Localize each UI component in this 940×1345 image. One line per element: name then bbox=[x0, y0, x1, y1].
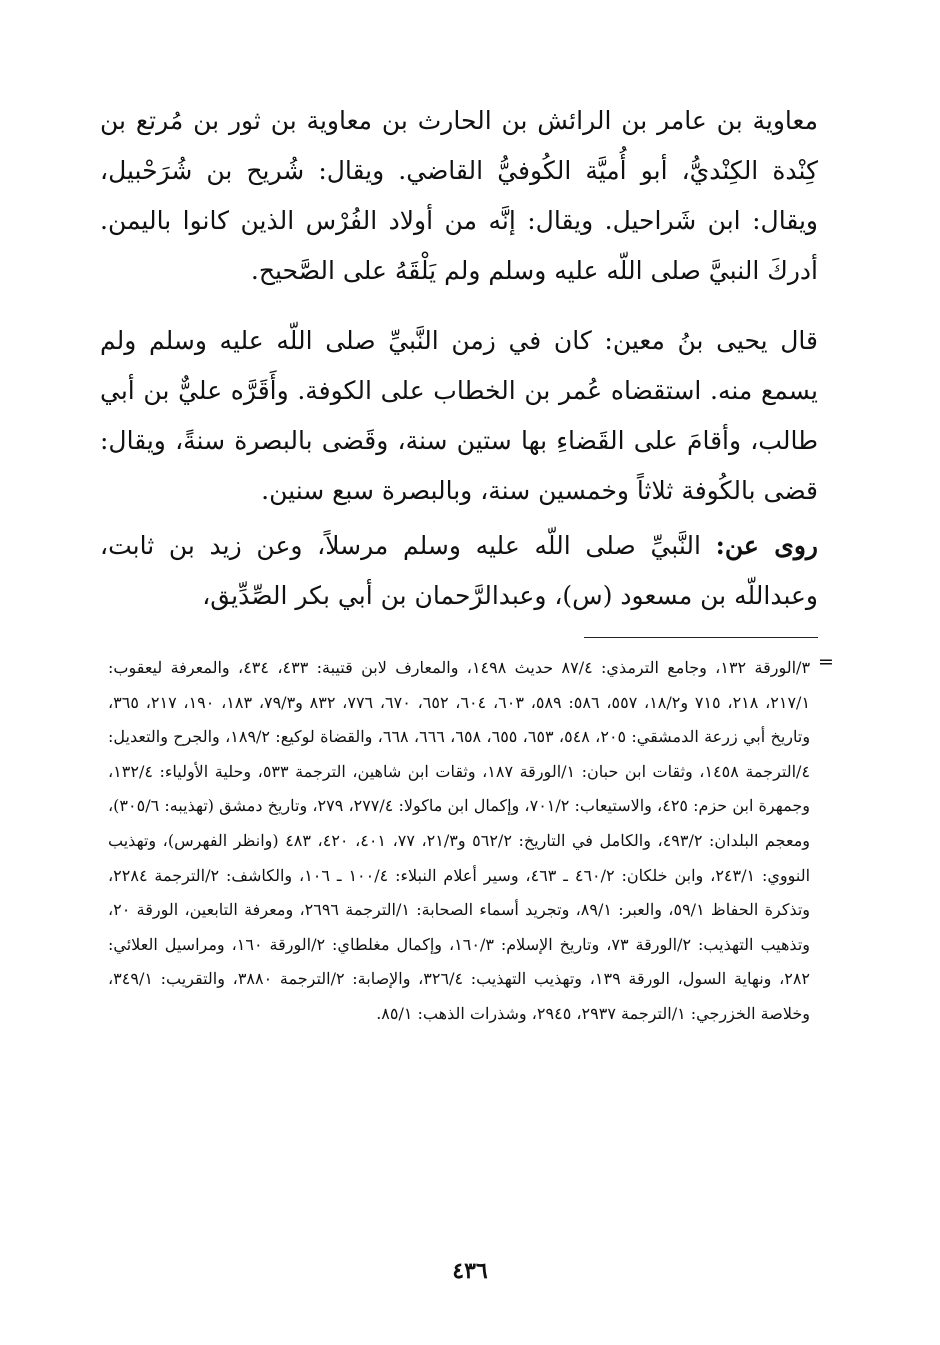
paragraph-lead-heading: روى عن: bbox=[715, 531, 819, 560]
body-paragraph: قال يحيى بنُ معين: كان في زمن النَّبيِّ صلى اللّه عليه وسلم ولم يسمع منه. استقضاه عُمر بن الخطاب على الكوفة. وأَقَرَّه عليٌّ بن أبي طالب، وأقامَ على القَضاءِ بها ستين سنة، وقَضى بالبصرة سنةً، ويقال: قضى بالكُوفة ثلاثاً وخمسين سنة، وبالبصرة سبع سنين. bbox=[100, 326, 818, 505]
page-number: ٤٣٦ bbox=[452, 1258, 488, 1284]
footnote-text: ٣/الورقة ١٣٢، وجامع الترمذي: ٨٧/٤ حديث ١٤٩٨، والمعارف لابن قتيبة: ٤٣٣، ٤٣٤، والمعرفة ليعقوب: ٢١٧/١، ٢١٨، ٧١٥ و١٨/٢، ٥٥٧، ٥٨٦: ٥٨٩، ٦٠٣، ٦٠٤، ٦٥٢، ٦٧٠، ٧٧٦، ٨٣٢ و٧٩/٣، ١٨٣، ١٩٠، ٢١٧، ٣٦٥، وتاريخ أبي زرعة الدمشقي: ٢٠٥، ٥٤٨، ٦٥٣، ٦٥٥، ٦٥٨، ٦٦٦، ٦٦٨، والقضاة لوكيع: ١٨٩/٢، والجرح والتعديل: ٤/الترجمة ١٤٥٨، وثقات ابن حبان: ١/الورقة ١٨٧، وثقات ابن شاهين، الترجمة ٥٣٣، وحلية الأولياء: ١٣٢/٤، وجمهرة ابن حزم: ٤٢٥، والاستيعاب: ٧٠١/٢، وإكمال ابن ماكولا: ٢٧٧/٤، ٢٧٩، وتاريخ دمشق (تهذيبه: ٣٠٥/٦)، ومعجم البلدان: ٤٩٣/٢، والكامل في التاريخ: ٥٦٢/٢ و٢١/٣، ٧٧، ٤٠١، ٤٢٠، ٤٨٣ (وانظر الفهرس)، وتهذيب النووي: ٢٤٣/١، وابن خلكان: ٤٦٠/٢ ـ ٤٦٣، وسير أعلام النبلاء: ١٠٠/٤ ـ ١٠٦، والكاشف: ٢/الترجمة ٢٢٨٤، وتذكرة الحفاظ ٥٩/١، والعبر: ٨٩/١، وتجريد أسماء الصحابة: ١/الترجمة ٢٦٩٦، ومعرفة التابعين، الورقة ٢٠، وتذهيب التهذيب: ٢/الورقة ٧٣، وتاريخ الإسلام: ١٦٠/٣، وإكمال مغلطاي: ٢/الورقة ١٦٠، ومراسيل العلائي: ٢٨٢، ونهاية السول، الورقة ١٣٩، وتهذيب التهذيب: ٣٢٦/٤، والإصابة: ٢/الترجمة ٣٨٨٠، والتقريب: ٣٤٩/١، وخلاصة الخزرجي: ١/الترجمة ٢٩٣٧، ٢٩٤٥، وشذرات الذهب: ٨٥/١. bbox=[108, 658, 811, 1023]
footnote-divider bbox=[584, 637, 818, 638]
body-paragraph: معاوية بن عامر بن الرائش بن الحارث بن معاوية بن ثور بن مُرتع بن كِنْدة الكِنْديُّ، أبو أُميَّة الكُوفيُّ القاضي. ويقال: شُريح بن شُرَحْبيل، ويقال: ابن شَراحيل. ويقال: إنَّه من أولاد الفُرْس الذين كانوا باليمن. أدركَ النبيَّ صلى اللّه عليه وسلم ولم يَلْقَهُ على الصَّحيح. bbox=[100, 106, 818, 285]
footnote-continuation-mark: = bbox=[818, 651, 834, 673]
paragraph-text: النَّبيِّ صلى اللّه عليه وسلم مرسلاً، وعن زيد بن ثابت، وعبداللّه بن مسعود (س)، وعبدالرَّحمان بن أبي بكر الصِّدِّيق، bbox=[100, 531, 818, 610]
body-paragraph bbox=[100, 521, 818, 621]
